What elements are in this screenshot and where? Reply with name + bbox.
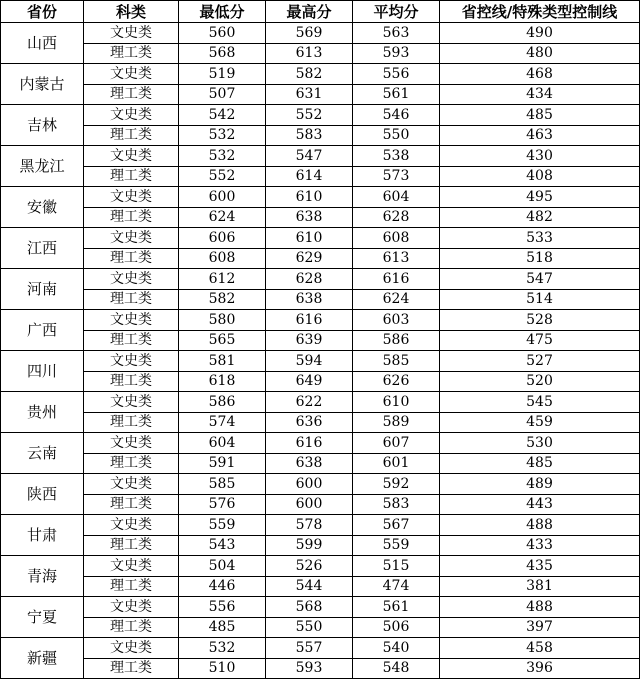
max-score-cell: 569 [266,23,353,44]
table-row [1,474,640,495]
max-score-cell: 614 [266,166,353,187]
min-score-cell: 585 [179,474,266,495]
province-cell: 甘肃 [1,515,84,556]
category-cell: 文史类 [84,269,179,290]
min-score-cell: 543 [179,535,266,556]
avg-score-cell: 607 [353,433,440,454]
category-cell: 文史类 [84,433,179,454]
max-score-cell: 583 [266,125,353,146]
header-category: 科类 [84,1,179,23]
province-cell: 云南 [1,433,84,474]
max-score-cell: 610 [266,187,353,208]
category-cell: 文史类 [84,351,179,372]
avg-score-cell: 610 [353,392,440,413]
control-line-cell: 408 [440,166,640,187]
table-row [1,146,640,167]
avg-score-cell: 559 [353,535,440,556]
control-line-cell: 434 [440,84,640,105]
table-body [1,23,640,679]
min-score-cell: 532 [179,146,266,167]
category-cell: 文史类 [84,64,179,85]
table-row [1,248,640,269]
province-cell: 宁夏 [1,597,84,638]
category-cell: 文史类 [84,638,179,659]
table-row [1,187,640,208]
avg-score-cell: 583 [353,494,440,515]
province-cell: 四川 [1,351,84,392]
min-score-cell: 556 [179,597,266,618]
avg-score-cell: 546 [353,105,440,126]
table-row [1,166,640,187]
category-cell: 理工类 [84,535,179,556]
table-row [1,64,640,85]
avg-score-cell: 538 [353,146,440,167]
category-cell: 理工类 [84,166,179,187]
control-line-cell: 527 [440,351,640,372]
avg-score-cell: 589 [353,412,440,433]
min-score-cell: 532 [179,638,266,659]
table-row [1,310,640,331]
table-row [1,556,640,577]
max-score-cell: 582 [266,64,353,85]
min-score-cell: 581 [179,351,266,372]
avg-score-cell: 604 [353,187,440,208]
min-score-cell: 446 [179,576,266,597]
table-row [1,228,640,249]
max-score-cell: 547 [266,146,353,167]
category-cell: 理工类 [84,494,179,515]
category-cell: 理工类 [84,330,179,351]
min-score-cell: 568 [179,43,266,64]
category-cell: 理工类 [84,576,179,597]
avg-score-cell: 616 [353,269,440,290]
table-row [1,351,640,372]
min-score-cell: 542 [179,105,266,126]
control-line-cell: 468 [440,64,640,85]
avg-score-cell: 474 [353,576,440,597]
control-line-cell: 514 [440,289,640,310]
table-row [1,105,640,126]
category-cell: 理工类 [84,453,179,474]
table-row [1,43,640,64]
min-score-cell: 552 [179,166,266,187]
province-cell: 吉林 [1,105,84,146]
min-score-cell: 600 [179,187,266,208]
province-cell: 内蒙古 [1,64,84,105]
control-line-cell: 463 [440,125,640,146]
min-score-cell: 510 [179,658,266,679]
category-cell: 文史类 [84,392,179,413]
control-line-cell: 459 [440,412,640,433]
avg-score-cell: 550 [353,125,440,146]
max-score-cell: 557 [266,638,353,659]
avg-score-cell: 567 [353,515,440,536]
control-line-cell: 433 [440,535,640,556]
max-score-cell: 649 [266,371,353,392]
max-score-cell: 600 [266,494,353,515]
category-cell: 文史类 [84,310,179,331]
max-score-cell: 636 [266,412,353,433]
control-line-cell: 485 [440,105,640,126]
control-line-cell: 489 [440,474,640,495]
min-score-cell: 612 [179,269,266,290]
control-line-cell: 381 [440,576,640,597]
header-control-line: 省控线/特殊类型控制线 [440,1,640,23]
category-cell: 理工类 [84,84,179,105]
control-line-cell: 530 [440,433,640,454]
province-cell: 新疆 [1,638,84,679]
control-line-cell: 545 [440,392,640,413]
control-line-cell: 518 [440,248,640,269]
table-row [1,125,640,146]
min-score-cell: 565 [179,330,266,351]
avg-score-cell: 506 [353,617,440,638]
category-cell: 理工类 [84,43,179,64]
min-score-cell: 591 [179,453,266,474]
min-score-cell: 618 [179,371,266,392]
avg-score-cell: 608 [353,228,440,249]
max-score-cell: 629 [266,248,353,269]
max-score-cell: 552 [266,105,353,126]
avg-score-cell: 593 [353,43,440,64]
province-cell: 黑龙江 [1,146,84,187]
min-score-cell: 559 [179,515,266,536]
category-cell: 理工类 [84,617,179,638]
control-line-cell: 482 [440,207,640,228]
avg-score-cell: 624 [353,289,440,310]
min-score-cell: 519 [179,64,266,85]
category-cell: 文史类 [84,23,179,44]
max-score-cell: 616 [266,310,353,331]
header-max-score: 最高分 [266,1,353,23]
max-score-cell: 550 [266,617,353,638]
max-score-cell: 544 [266,576,353,597]
category-cell: 文史类 [84,105,179,126]
avg-score-cell: 585 [353,351,440,372]
min-score-cell: 532 [179,125,266,146]
min-score-cell: 504 [179,556,266,577]
avg-score-cell: 586 [353,330,440,351]
table-row [1,371,640,392]
max-score-cell: 568 [266,597,353,618]
table-row [1,658,640,679]
header-avg-score: 平均分 [353,1,440,23]
max-score-cell: 631 [266,84,353,105]
table-row [1,330,640,351]
province-cell: 陕西 [1,474,84,515]
category-cell: 文史类 [84,146,179,167]
avg-score-cell: 626 [353,371,440,392]
max-score-cell: 638 [266,453,353,474]
min-score-cell: 586 [179,392,266,413]
min-score-cell: 604 [179,433,266,454]
max-score-cell: 599 [266,535,353,556]
max-score-cell: 622 [266,392,353,413]
header-province: 省份 [1,1,84,23]
avg-score-cell: 601 [353,453,440,474]
avg-score-cell: 561 [353,84,440,105]
table-row [1,269,640,290]
table-header [1,1,640,23]
table-row [1,494,640,515]
header-min-score: 最低分 [179,1,266,23]
category-cell: 文史类 [84,597,179,618]
table-row [1,597,640,618]
category-cell: 文史类 [84,474,179,495]
max-score-cell: 628 [266,269,353,290]
control-line-cell: 520 [440,371,640,392]
province-cell: 河南 [1,269,84,310]
table-row [1,84,640,105]
max-score-cell: 638 [266,207,353,228]
min-score-cell: 574 [179,412,266,433]
min-score-cell: 507 [179,84,266,105]
category-cell: 理工类 [84,207,179,228]
control-line-cell: 397 [440,617,640,638]
province-cell: 安徽 [1,187,84,228]
control-line-cell: 435 [440,556,640,577]
table-row [1,392,640,413]
max-score-cell: 616 [266,433,353,454]
control-line-cell: 475 [440,330,640,351]
min-score-cell: 485 [179,617,266,638]
avg-score-cell: 613 [353,248,440,269]
min-score-cell: 580 [179,310,266,331]
control-line-cell: 430 [440,146,640,167]
province-cell: 山西 [1,23,84,64]
category-cell: 理工类 [84,371,179,392]
max-score-cell: 600 [266,474,353,495]
province-cell: 江西 [1,228,84,269]
table-row [1,412,640,433]
category-cell: 理工类 [84,248,179,269]
province-cell: 贵州 [1,392,84,433]
control-line-cell: 488 [440,515,640,536]
table-row [1,207,640,228]
control-line-cell: 547 [440,269,640,290]
province-cell: 青海 [1,556,84,597]
category-cell: 文史类 [84,556,179,577]
control-line-cell: 396 [440,658,640,679]
table-row [1,433,640,454]
control-line-cell: 485 [440,453,640,474]
min-score-cell: 560 [179,23,266,44]
table-row [1,576,640,597]
control-line-cell: 490 [440,23,640,44]
avg-score-cell: 563 [353,23,440,44]
category-cell: 理工类 [84,658,179,679]
max-score-cell: 613 [266,43,353,64]
max-score-cell: 578 [266,515,353,536]
category-cell: 理工类 [84,412,179,433]
province-cell: 广西 [1,310,84,351]
avg-score-cell: 561 [353,597,440,618]
avg-score-cell: 628 [353,207,440,228]
category-cell: 文史类 [84,515,179,536]
control-line-cell: 533 [440,228,640,249]
category-cell: 文史类 [84,187,179,208]
category-cell: 文史类 [84,228,179,249]
header-row [1,1,640,23]
min-score-cell: 576 [179,494,266,515]
avg-score-cell: 592 [353,474,440,495]
control-line-cell: 458 [440,638,640,659]
avg-score-cell: 603 [353,310,440,331]
table-row [1,638,640,659]
control-line-cell: 495 [440,187,640,208]
control-line-cell: 443 [440,494,640,515]
category-cell: 理工类 [84,125,179,146]
control-line-cell: 488 [440,597,640,618]
min-score-cell: 624 [179,207,266,228]
max-score-cell: 594 [266,351,353,372]
avg-score-cell: 540 [353,638,440,659]
max-score-cell: 593 [266,658,353,679]
avg-score-cell: 573 [353,166,440,187]
avg-score-cell: 515 [353,556,440,577]
table-row [1,453,640,474]
max-score-cell: 526 [266,556,353,577]
max-score-cell: 638 [266,289,353,310]
avg-score-cell: 556 [353,64,440,85]
min-score-cell: 608 [179,248,266,269]
min-score-cell: 582 [179,289,266,310]
table-row [1,535,640,556]
control-line-cell: 528 [440,310,640,331]
category-cell: 理工类 [84,289,179,310]
table-row [1,289,640,310]
max-score-cell: 610 [266,228,353,249]
table-row [1,23,640,44]
table-row [1,617,640,638]
table-row [1,515,640,536]
control-line-cell: 480 [440,43,640,64]
max-score-cell: 639 [266,330,353,351]
avg-score-cell: 548 [353,658,440,679]
min-score-cell: 606 [179,228,266,249]
